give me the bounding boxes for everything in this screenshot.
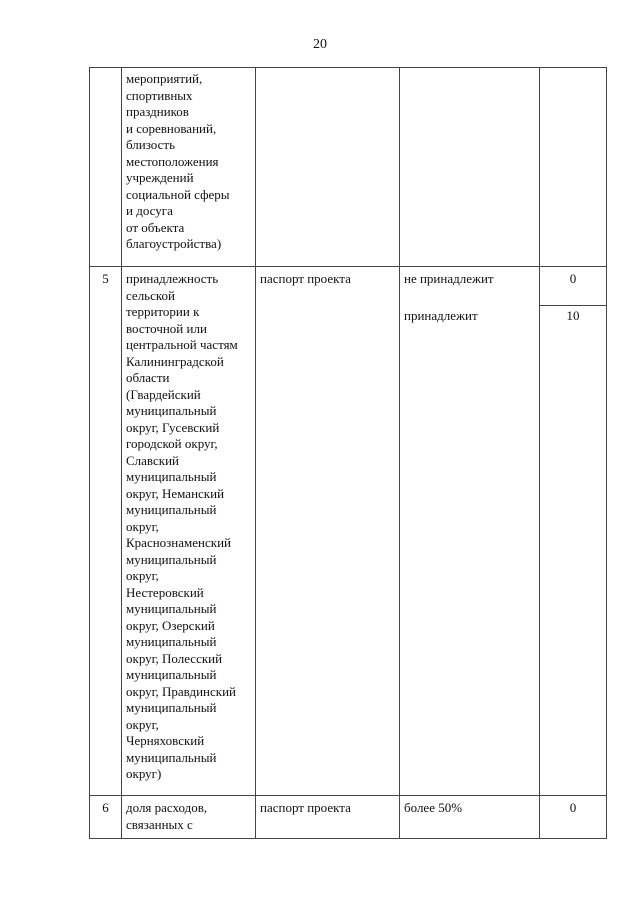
column-divider [121,67,122,839]
page-number: 20 [313,37,327,52]
source-cell: паспорт проекта [260,800,351,815]
criterion-cell: доля расходов, связанных с [126,800,208,832]
table-border-bottom [89,838,606,839]
condition-cell: более 50% [404,800,463,815]
score-cell: 0 [569,800,577,815]
criterion-cell: принадлежность сельской территории к восточной или центральной частям Калининградской области (Гвардейский муниципальный округ, Гусевский городской округ, Славский муниципальный округ, Неманский муниципальный округ, Краснознаменский муниципальный округ, Нестеровский муниципальный округ, Озерский муниципальный округ, Полесский муниципальный округ, Правдинский муниципальный округ, Черняховский муниципальный округ) [126,271,238,781]
row-number: 5 [102,271,109,286]
row-divider [89,795,606,796]
condition-cell: принадлежит [404,308,478,323]
table-border-left [89,67,90,839]
score-cell: 0 [569,271,577,286]
criterion-cell: мероприятий, спортивных праздников и соревнований, близость местоположения учреждений социальной сферы и досуга от объекта благоустройства) [126,71,230,251]
table-border-right [606,67,607,839]
table-border-top [89,67,606,68]
row-divider [89,266,606,267]
source-cell: паспорт проекта [260,271,351,286]
column-divider [399,67,400,839]
score-cell: 10 [566,308,580,323]
condition-cell: не принадлежит [404,271,494,286]
subrow-divider [539,305,606,306]
row-number: 6 [102,800,109,815]
column-divider [539,67,540,839]
